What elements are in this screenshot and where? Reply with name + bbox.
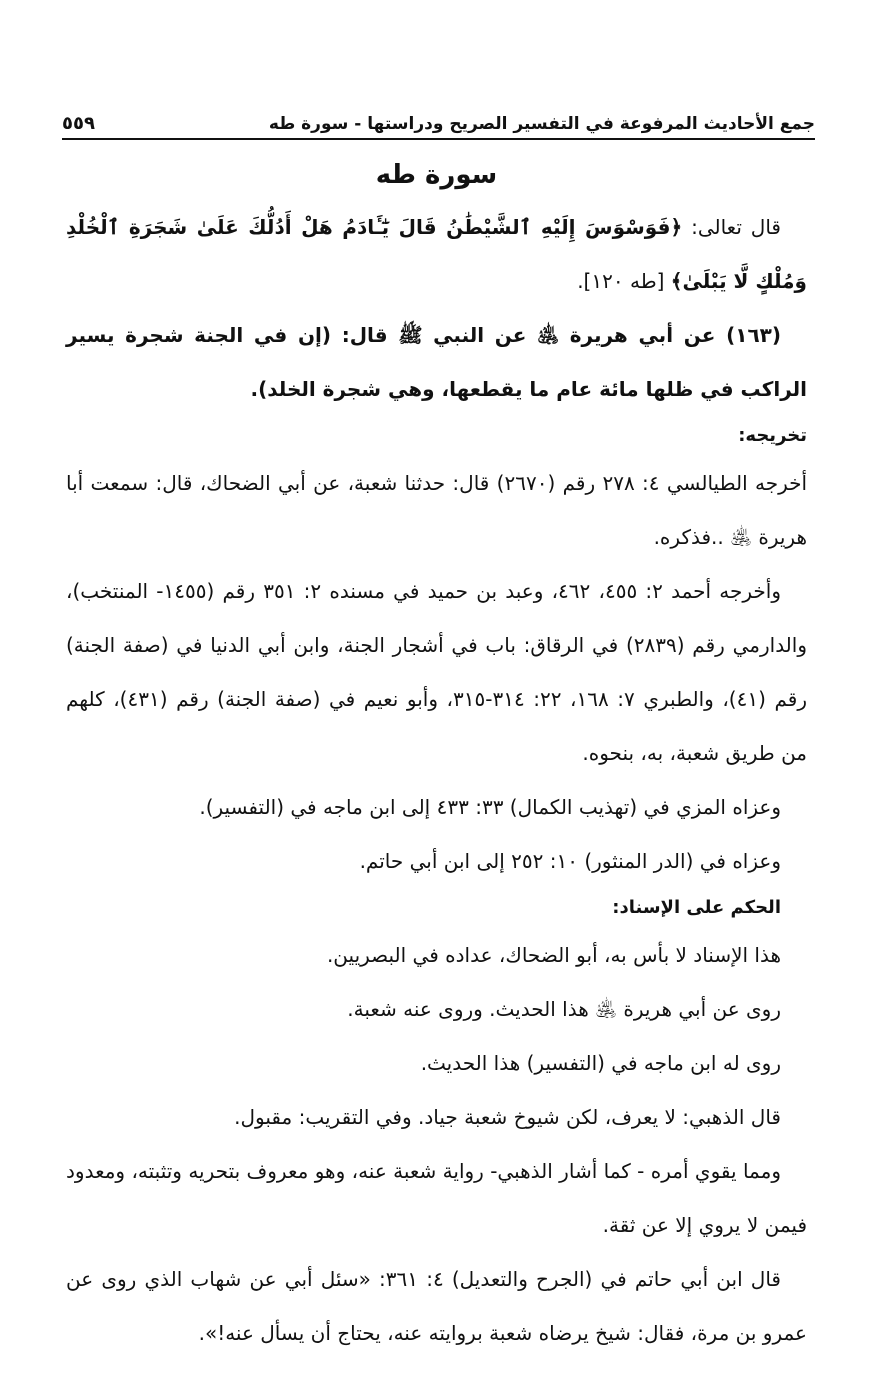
hukm-heading: الحكم على الإسناد: <box>612 897 781 918</box>
hukm-paragraph: قال الذهبي: لا يعرف، لكن شيوخ شعبة جياد. وفي التقريب: مقبول. <box>234 1105 781 1129</box>
running-title: جمع الأحاديث المرفوعة في التفسير الصريح ودراستها - سورة طه <box>268 114 815 134</box>
page-body <box>66 150 807 1360</box>
verse-text: ﴿فَوَسْوَسَ إِلَيْهِ ٱلشَّيْطَٰنُ قَالَ يَٰٓـَٔادَمُ هَلْ أَدُلُّكَ عَلَىٰ شَجَرَةِ ٱلْخُلْدِ وَمُلْكٍ لَّا يَبْلَىٰ﴾ <box>66 215 807 293</box>
page-number: ٥٥٩ <box>62 113 95 134</box>
verse-paragraph <box>66 200 807 308</box>
hadith-text: (١٦٣) عن أبي هريرة ﵁ عن النبي ﷺ قال: (إن في الجنة شجرة يسير الراكب في ظلها مائة عام ما يقطعها، وهي شجرة الخلد). <box>66 323 807 401</box>
verse-intro: قال تعالى: <box>682 215 781 239</box>
hukm-paragraph: ومما يقوي أمره - كما أشار الذهبي- رواية شعبة عنه، وهو معروف بتحريه وتثبته، ومعدود فيمن لا يروي إلا عن ثقة. <box>66 1159 807 1237</box>
hukm-paragraph: قال ابن أبي حاتم في (الجرح والتعديل) ٤: ٣٦١: «سئل أبي عن شهاب الذي روى عن عمرو بن مرة، فقال: شيخ يرضاه شعبة بروايته عنه، يحتاج أن يسأل عنه!». <box>66 1267 807 1345</box>
takhrij-paragraph: وعزاه المزي في (تهذيب الكمال) ٣٣: ٤٣٣ إلى ابن ماجه في (التفسير). <box>199 795 781 819</box>
takhrij-paragraph: أخرجه الطيالسي ٤: ٢٧٨ رقم (٢٦٧٠) قال: حدثنا شعبة، عن أبي الضحاك، قال: سمعت أبا هريرة ﵁ ..فذكره. <box>66 471 808 549</box>
takhrij-paragraph: وعزاه في (الدر المنثور) ١٠: ٢٥٢ إلى ابن أبي حاتم. <box>359 849 781 873</box>
running-header <box>62 100 815 140</box>
hukm-paragraph: روى عن أبي هريرة ﵁ هذا الحديث. وروى عنه شعبة. <box>347 997 781 1021</box>
hukm-paragraph: هذا الإسناد لا بأس به، أبو الضحاك، عداده في البصريين. <box>326 943 781 967</box>
chapter-title: سورة طه <box>375 160 498 190</box>
hukm-paragraph: روى له ابن ماجه في (التفسير) هذا الحديث. <box>420 1051 781 1075</box>
takhrij-paragraph: وأخرجه أحمد ٢: ٤٥٥، ٤٦٢، وعبد بن حميد في مسنده ٢: ٣٥١ رقم (١٤٥٥- المنتخب)، والدارمي رقم (٢٨٣٩) في الرقاق: باب في أشجار الجنة، وابن أبي الدنيا في (صفة الجنة) رقم (٤١)، والطبري ٧: ١٦٨، ٢٢: ٣١٤-٣١٥، وأبو نعيم في (صفة الجنة) رقم (٤٣١)، كلهم من طريق شعبة، به، بنحوه. <box>66 579 807 765</box>
verse-reference: [طه ١٢٠]. <box>577 269 671 293</box>
takhrij-heading: تخريجه: <box>738 425 807 446</box>
